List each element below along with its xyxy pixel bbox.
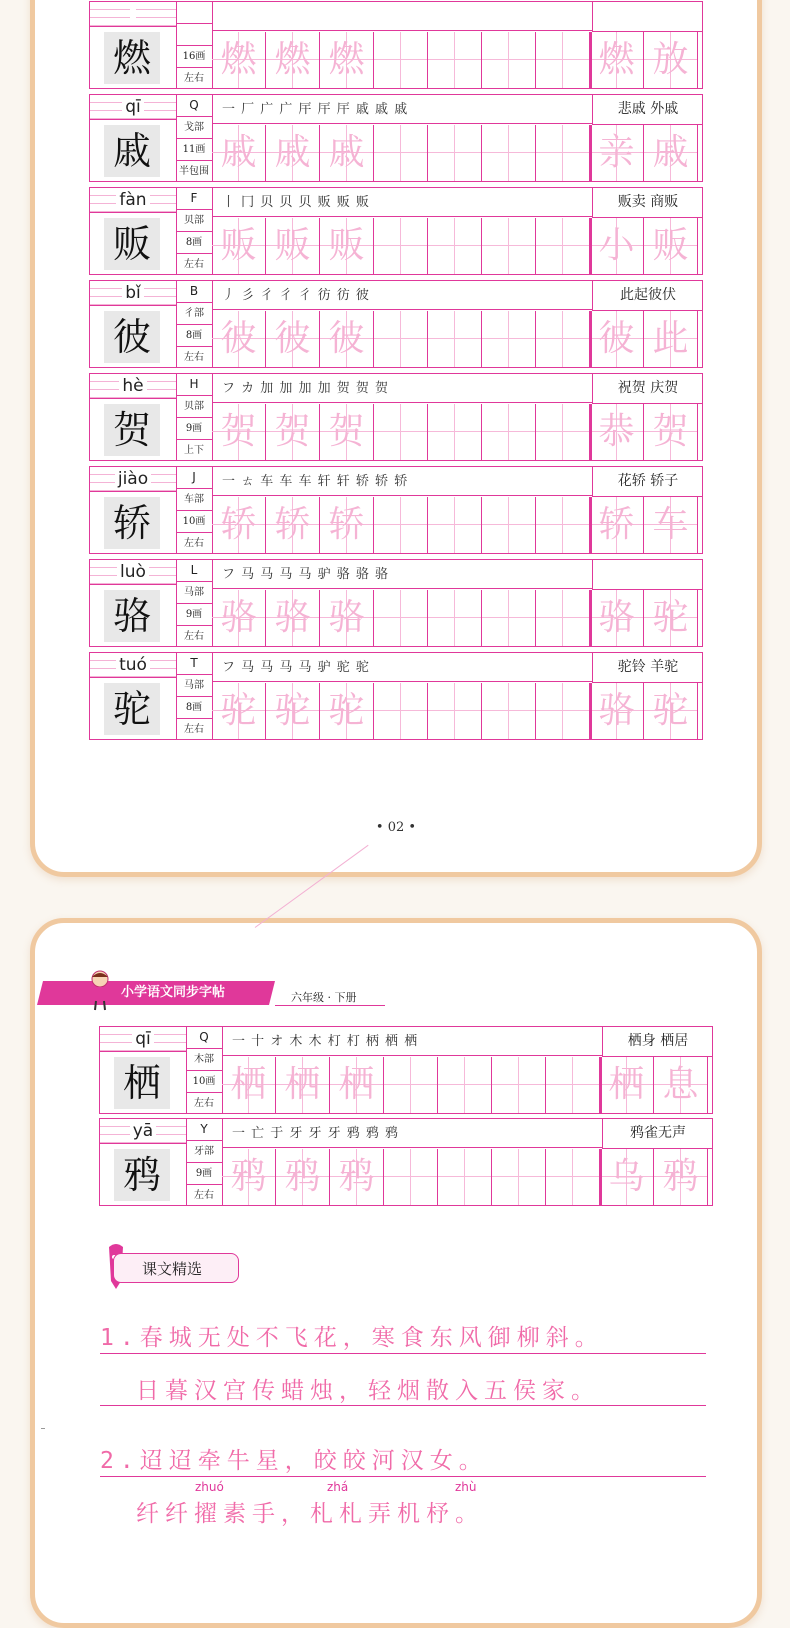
model-character: 贩 <box>104 218 160 270</box>
model-character: 栖 <box>114 1057 170 1109</box>
trace-character: 骆 <box>220 597 257 638</box>
practice-character: 此 <box>652 318 689 359</box>
practice-character: 燃 <box>598 39 635 80</box>
writing-cell <box>320 218 374 274</box>
model-character: 贺 <box>104 404 160 456</box>
character-row <box>89 373 703 461</box>
writing-cell <box>212 311 266 367</box>
writing-cell <box>644 404 698 460</box>
practice-grid <box>212 32 702 88</box>
writing-cell <box>482 125 536 181</box>
writing-cell <box>546 1149 600 1205</box>
writing-cell <box>212 590 266 646</box>
poem-line: 纤纤擢素手，札札弄机杼。 <box>136 1501 484 1527</box>
practice-grid <box>212 218 702 274</box>
writing-cell <box>482 497 536 553</box>
structure: 左右 <box>184 724 204 735</box>
model-character: 轿 <box>104 497 160 549</box>
trace-character: 燃 <box>328 39 365 80</box>
writing-cell <box>644 590 698 646</box>
trace-character: 栖 <box>284 1064 321 1105</box>
trace-character: 贺 <box>220 411 257 452</box>
writing-cell <box>374 404 428 460</box>
practice-character: 贺 <box>652 411 689 452</box>
grid-divider <box>600 1149 602 1205</box>
practice-character: 恭 <box>598 411 635 452</box>
writing-cell <box>536 497 590 553</box>
writing-cell <box>482 218 536 274</box>
example-words: 栖身 栖居 <box>602 1027 713 1057</box>
pinyin-line <box>90 2 176 27</box>
writing-cell <box>374 311 428 367</box>
writing-cell <box>590 497 644 553</box>
trace-character: 彼 <box>328 318 365 359</box>
writing-cell <box>644 497 698 553</box>
radical: 马部 <box>176 582 212 604</box>
trace-character: 轿 <box>220 504 257 545</box>
writing-cell <box>644 125 698 181</box>
writing-cell <box>374 497 428 553</box>
writing-cell <box>428 32 482 88</box>
model-character: 戚 <box>104 125 160 177</box>
writing-cell <box>212 683 266 739</box>
writing-cell <box>590 590 644 646</box>
writing-cell <box>492 1149 546 1205</box>
pinyin: yā <box>130 1121 156 1141</box>
structure: 左右 <box>194 1190 214 1201</box>
writing-cell <box>222 1149 276 1205</box>
example-words: 花轿 轿子 <box>592 467 703 497</box>
example-words: 鸦雀无声 <box>602 1119 713 1149</box>
trace-character: 贩 <box>328 225 365 266</box>
stroke-order: 丨 冂 贝 贝 贝 贩 贩 贩 <box>212 188 592 217</box>
writing-cell <box>266 683 320 739</box>
character-row <box>89 187 703 275</box>
grid-divider <box>600 1057 602 1113</box>
writing-cell <box>590 683 644 739</box>
example-words: 悲戚 外戚 <box>592 95 703 125</box>
trace-character: 彼 <box>274 318 311 359</box>
writing-cell <box>428 683 482 739</box>
character-row <box>89 466 703 554</box>
character-info <box>186 1027 223 1113</box>
practice-character: 骆 <box>598 690 635 731</box>
radical: 木部 <box>186 1049 222 1071</box>
pinyin-line <box>90 95 176 120</box>
writing-cell <box>276 1149 330 1205</box>
character-row <box>89 94 703 182</box>
radical: 贝部 <box>176 396 212 418</box>
page-number: • 02 • <box>375 820 417 835</box>
practice-character: 乌 <box>608 1156 645 1197</box>
writing-cell <box>644 32 698 88</box>
stroke-order <box>212 2 592 31</box>
writing-cell <box>222 1057 276 1113</box>
pinyin: qī <box>122 97 144 117</box>
pinyin-line <box>90 374 176 399</box>
writing-cell <box>374 32 428 88</box>
character-info <box>176 467 213 553</box>
pinyin: qī <box>132 1029 154 1049</box>
stroke-count: 9画 <box>176 418 212 440</box>
writing-cell <box>266 32 320 88</box>
trace-character: 栖 <box>230 1064 267 1105</box>
pinyin-annotation: zhá <box>327 1480 349 1494</box>
structure: 左右 <box>184 73 204 84</box>
grid-divider <box>590 404 592 460</box>
practice-character: 驼 <box>652 690 689 731</box>
example-words: 贩卖 商贩 <box>592 188 703 218</box>
character-info <box>176 653 213 739</box>
pinyin-line <box>100 1119 186 1144</box>
practice-grid <box>212 125 702 181</box>
pinyin: tuó <box>116 655 150 675</box>
writing-cell <box>482 311 536 367</box>
structure: 上下 <box>184 445 204 456</box>
writing-cell <box>590 218 644 274</box>
index-letter: Q <box>186 1027 222 1049</box>
header-title: 小学语文同步字帖 <box>121 985 226 1000</box>
radical: 牙部 <box>186 1141 222 1163</box>
character-info <box>176 560 213 646</box>
radical: 马部 <box>176 675 212 697</box>
example-words: 驼铃 羊驼 <box>592 653 703 683</box>
trace-character: 戚 <box>274 132 311 173</box>
trace-character: 贺 <box>328 411 365 452</box>
writing-cell <box>320 497 374 553</box>
trace-character: 鸦 <box>284 1156 321 1197</box>
stroke-order: 一 亡 于 牙 牙 牙 鸦 鸦 鸦 <box>222 1119 602 1148</box>
pinyin-annotation: zhù <box>455 1480 477 1494</box>
writing-cell <box>212 404 266 460</box>
practice-grid <box>212 683 702 739</box>
writing-cell <box>590 32 644 88</box>
character-cell <box>90 560 177 646</box>
writing-cell <box>482 590 536 646</box>
index-letter: L <box>176 560 212 582</box>
grid-divider <box>590 311 592 367</box>
stroke-count: 9画 <box>186 1163 222 1185</box>
practice-grid <box>222 1149 712 1205</box>
writing-cell <box>590 311 644 367</box>
pinyin: luò <box>117 562 149 582</box>
stroke-order: フ カ 加 加 加 加 贺 贺 贺 <box>212 374 592 403</box>
pinyin-line <box>90 560 176 585</box>
example-words <box>592 560 703 590</box>
margin-mark <box>41 1428 45 1429</box>
writing-cell <box>266 311 320 367</box>
trace-character: 栖 <box>338 1064 375 1105</box>
radical: 戈部 <box>176 117 212 139</box>
writing-cell <box>384 1149 438 1205</box>
grid-divider <box>590 497 592 553</box>
practice-character: 贩 <box>652 225 689 266</box>
structure: 左右 <box>184 259 204 270</box>
writing-cell <box>590 125 644 181</box>
practice-character: 亲 <box>598 132 635 173</box>
writing-cell <box>600 1057 654 1113</box>
example-words <box>592 2 703 32</box>
index-letter <box>176 2 212 24</box>
writing-cell <box>330 1149 384 1205</box>
header-grade: 六年级 · 下册 <box>291 991 357 1004</box>
practice-character: 戚 <box>652 132 689 173</box>
model-character: 彼 <box>104 311 160 363</box>
stroke-count: 8画 <box>176 232 212 254</box>
structure: 左右 <box>184 352 204 363</box>
trace-character: 鸦 <box>338 1156 375 1197</box>
writing-cell <box>536 311 590 367</box>
writing-cell <box>374 218 428 274</box>
practice-character: 驼 <box>652 597 689 638</box>
trace-character: 戚 <box>328 132 365 173</box>
writing-cell <box>374 590 428 646</box>
writing-cell <box>438 1149 492 1205</box>
writing-cell <box>320 125 374 181</box>
character-cell <box>90 281 177 367</box>
stroke-count: 16画 <box>176 46 212 68</box>
writing-cell <box>266 497 320 553</box>
poem-line: 1.春城无处不飞花，寒食东风御柳斜。 <box>100 1319 706 1354</box>
pinyin: bǐ <box>122 283 144 303</box>
grid-divider <box>590 218 592 274</box>
writing-cell <box>482 32 536 88</box>
stroke-count: 9画 <box>176 604 212 626</box>
practice-character: 息 <box>662 1064 699 1105</box>
trace-character: 戚 <box>220 132 257 173</box>
character-info <box>176 95 213 181</box>
character-row <box>89 280 703 368</box>
practice-grid <box>212 404 702 460</box>
writing-cell <box>482 404 536 460</box>
model-character: 鸦 <box>114 1149 170 1201</box>
character-cell <box>100 1027 187 1113</box>
radical: 车部 <box>176 489 212 511</box>
trace-character: 驼 <box>220 690 257 731</box>
index-letter: J <box>176 467 212 489</box>
character-cell <box>90 188 177 274</box>
writing-cell <box>428 311 482 367</box>
writing-cell <box>428 497 482 553</box>
stroke-count: 11画 <box>176 139 212 161</box>
example-words: 此起彼伏 <box>592 281 703 311</box>
stroke-order: 一 厂 广 广 厈 厈 厈 戚 戚 戚 <box>212 95 592 124</box>
structure: 左右 <box>194 1098 214 1109</box>
writing-cell <box>590 404 644 460</box>
writing-cell <box>212 497 266 553</box>
index-letter: H <box>176 374 212 396</box>
stroke-count: 10画 <box>186 1071 222 1093</box>
character-info <box>176 2 213 88</box>
practice-grid <box>212 497 702 553</box>
pinyin: hè <box>119 376 146 396</box>
poem-line: 日暮汉宫传蜡烛，轻烟散入五侯家。 <box>100 1372 706 1406</box>
writing-cell <box>536 683 590 739</box>
index-letter: T <box>176 653 212 675</box>
writing-cell <box>428 218 482 274</box>
writing-cell <box>212 32 266 88</box>
writing-cell <box>654 1057 708 1113</box>
writing-cell <box>492 1057 546 1113</box>
writing-cell <box>536 590 590 646</box>
character-row <box>89 652 703 740</box>
index-letter: F <box>176 188 212 210</box>
trace-character: 彼 <box>220 318 257 359</box>
writing-cell <box>600 1149 654 1205</box>
practice-grid <box>212 590 702 646</box>
writing-cell <box>266 218 320 274</box>
trace-character: 燃 <box>274 39 311 80</box>
trace-character: 轿 <box>328 504 365 545</box>
trace-character: 贩 <box>274 225 311 266</box>
grid-divider <box>590 590 592 646</box>
pinyin-annotation: zhuó <box>195 1480 224 1494</box>
writing-cell <box>438 1057 492 1113</box>
writing-cell <box>266 404 320 460</box>
character-cell <box>90 374 177 460</box>
character-row <box>99 1026 713 1114</box>
writing-cell <box>374 683 428 739</box>
trace-character: 驼 <box>274 690 311 731</box>
section-label: 课文精选 <box>113 1253 239 1283</box>
writing-cell <box>212 125 266 181</box>
structure: 左右 <box>184 631 204 642</box>
example-words: 祝贺 庆贺 <box>592 374 703 404</box>
practice-character: 骆 <box>598 597 635 638</box>
pinyin-line <box>90 188 176 213</box>
writing-cell <box>536 32 590 88</box>
workbook-page-bottom <box>30 918 762 1628</box>
character-cell <box>90 653 177 739</box>
model-character: 驼 <box>104 683 160 735</box>
pinyin-line <box>90 653 176 678</box>
structure: 左右 <box>184 538 204 549</box>
writing-cell <box>644 683 698 739</box>
stroke-order: 一 ㄊ 车 车 车 轩 轩 轿 轿 轿 <box>212 467 592 496</box>
writing-cell <box>644 218 698 274</box>
writing-cell <box>482 683 536 739</box>
writing-cell <box>428 404 482 460</box>
character-row <box>89 1 703 89</box>
radical: 彳部 <box>176 303 212 325</box>
pinyin-line <box>90 281 176 306</box>
writing-cell <box>536 125 590 181</box>
grid-divider <box>590 683 592 739</box>
pinyin: jiào <box>115 469 151 489</box>
practice-grid <box>212 311 702 367</box>
grid-divider <box>590 125 592 181</box>
trace-character: 轿 <box>274 504 311 545</box>
practice-character: 车 <box>652 504 689 545</box>
practice-character: 轿 <box>598 504 635 545</box>
index-letter: Q <box>176 95 212 117</box>
stroke-count: 8画 <box>176 697 212 719</box>
grid-divider <box>590 32 592 88</box>
practice-character: 彼 <box>598 318 635 359</box>
trace-character: 贩 <box>220 225 257 266</box>
pinyin: fàn <box>116 190 149 210</box>
character-info <box>176 374 213 460</box>
writing-cell <box>428 125 482 181</box>
writing-cell <box>320 590 374 646</box>
radical: 贝部 <box>176 210 212 232</box>
header-underline <box>275 1005 385 1006</box>
practice-character: 栖 <box>608 1064 645 1105</box>
character-cell <box>90 2 177 88</box>
structure: 半包围 <box>179 166 209 177</box>
trace-character: 骆 <box>274 597 311 638</box>
practice-character: 小 <box>598 225 635 266</box>
index-letter: B <box>176 281 212 303</box>
stroke-count: 10画 <box>176 511 212 533</box>
stroke-order: フ 马 马 马 马 驴 驼 驼 <box>212 653 592 682</box>
writing-cell <box>320 683 374 739</box>
writing-cell <box>384 1057 438 1113</box>
trace-character: 贺 <box>274 411 311 452</box>
pinyin-line <box>90 467 176 492</box>
trace-character: 燃 <box>220 39 257 80</box>
writing-cell <box>330 1057 384 1113</box>
writing-cell <box>320 311 374 367</box>
index-letter: Y <box>186 1119 222 1141</box>
writing-cell <box>320 404 374 460</box>
character-cell <box>90 95 177 181</box>
writing-cell <box>266 125 320 181</box>
model-character: 骆 <box>104 590 160 642</box>
writing-cell <box>546 1057 600 1113</box>
writing-cell <box>428 590 482 646</box>
writing-cell <box>266 590 320 646</box>
character-row <box>99 1118 713 1206</box>
stroke-order: 丿 彡 彳 彳 彳 彷 彷 彼 <box>212 281 592 310</box>
character-cell <box>90 467 177 553</box>
stroke-count: 8画 <box>176 325 212 347</box>
character-cell <box>100 1119 187 1205</box>
trace-character: 鸦 <box>230 1156 267 1197</box>
practice-character: 放 <box>652 39 689 80</box>
writing-cell <box>536 218 590 274</box>
poem-line: 2.迢迢牵牛星，皎皎河汉女。 <box>100 1442 706 1477</box>
workbook-page-top <box>30 0 762 877</box>
writing-cell <box>644 311 698 367</box>
trace-character: 骆 <box>328 597 365 638</box>
practice-grid <box>222 1057 712 1113</box>
model-character: 燃 <box>104 32 160 84</box>
stroke-order: 一 十 オ 木 木 朾 朾 柄 栖 栖 <box>222 1027 602 1056</box>
writing-cell <box>320 32 374 88</box>
character-row <box>89 559 703 647</box>
student-mascot-icon <box>85 969 115 1011</box>
practice-character: 鸦 <box>662 1156 699 1197</box>
pinyin <box>130 4 136 24</box>
character-info <box>186 1119 223 1205</box>
character-info <box>176 281 213 367</box>
writing-cell <box>212 218 266 274</box>
pinyin-line <box>100 1027 186 1052</box>
radical <box>176 24 212 46</box>
writing-cell <box>654 1149 708 1205</box>
stroke-order: フ 马 马 马 马 驴 骆 骆 骆 <box>212 560 592 589</box>
writing-cell <box>536 404 590 460</box>
writing-cell <box>276 1057 330 1113</box>
writing-cell <box>374 125 428 181</box>
character-info <box>176 188 213 274</box>
trace-character: 驼 <box>328 690 365 731</box>
